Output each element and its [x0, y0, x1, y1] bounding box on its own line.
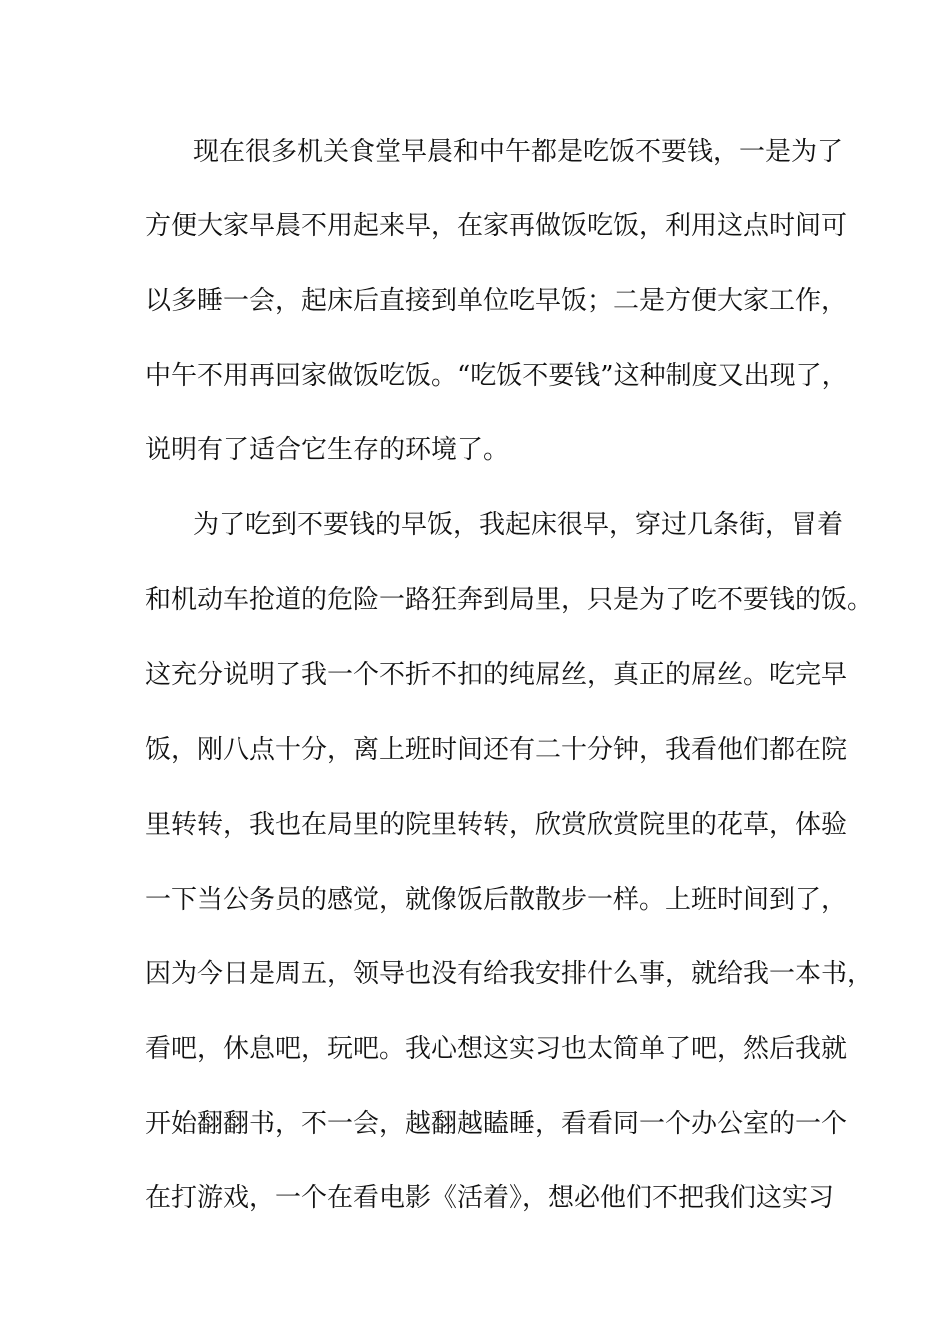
- text-line: 方便大家早晨不用起来早，在家再做饭吃饭，利用这点时间可: [145, 211, 848, 241]
- text-line: 这充分说明了我一个不折不扣的纯屌丝，真正的屌丝。吃完早: [145, 660, 848, 690]
- text-line: 里转转，我也在局里的院里转转，欣赏欣赏院里的花草，体验: [145, 810, 848, 840]
- text-line: 以多睡一会，起床后直接到单位吃早饭；二是方便大家工作，: [145, 286, 848, 316]
- text-line: 现在很多机关食堂早晨和中午都是吃饭不要钱，一是为了: [193, 137, 844, 167]
- text-line: 看吧，休息吧，玩吧。我心想这实习也太简单了吧，然后我就: [145, 1034, 848, 1064]
- text-line: 饭，刚八点十分，离上班时间还有二十分钟，我看他们都在院: [145, 735, 848, 765]
- text-line: 一下当公务员的感觉，就像饭后散散步一样。上班时间到了，: [145, 885, 848, 915]
- text-line: 和机动车抢道的危险一路狂奔到局里，只是为了吃不要钱的饭。: [145, 585, 874, 615]
- text-line: 为了吃到不要钱的早饭，我起床很早，穿过几条街，冒着: [193, 510, 844, 540]
- text-line: 因为今日是周五，领导也没有给我安排什么事，就给我一本书，: [145, 959, 874, 989]
- text-line: 开始翻翻书，不一会，越翻越瞌睡，看看同一个办公室的一个: [145, 1109, 848, 1139]
- text-line: 说明有了适合它生存的环境了。: [145, 435, 510, 465]
- text-line: 中午不用再回家做饭吃饭。“吃饭不要钱”这种制度又出现了，: [145, 361, 848, 391]
- text-line: 在打游戏，一个在看电影《活着》，想必他们不把我们这实习: [145, 1183, 835, 1213]
